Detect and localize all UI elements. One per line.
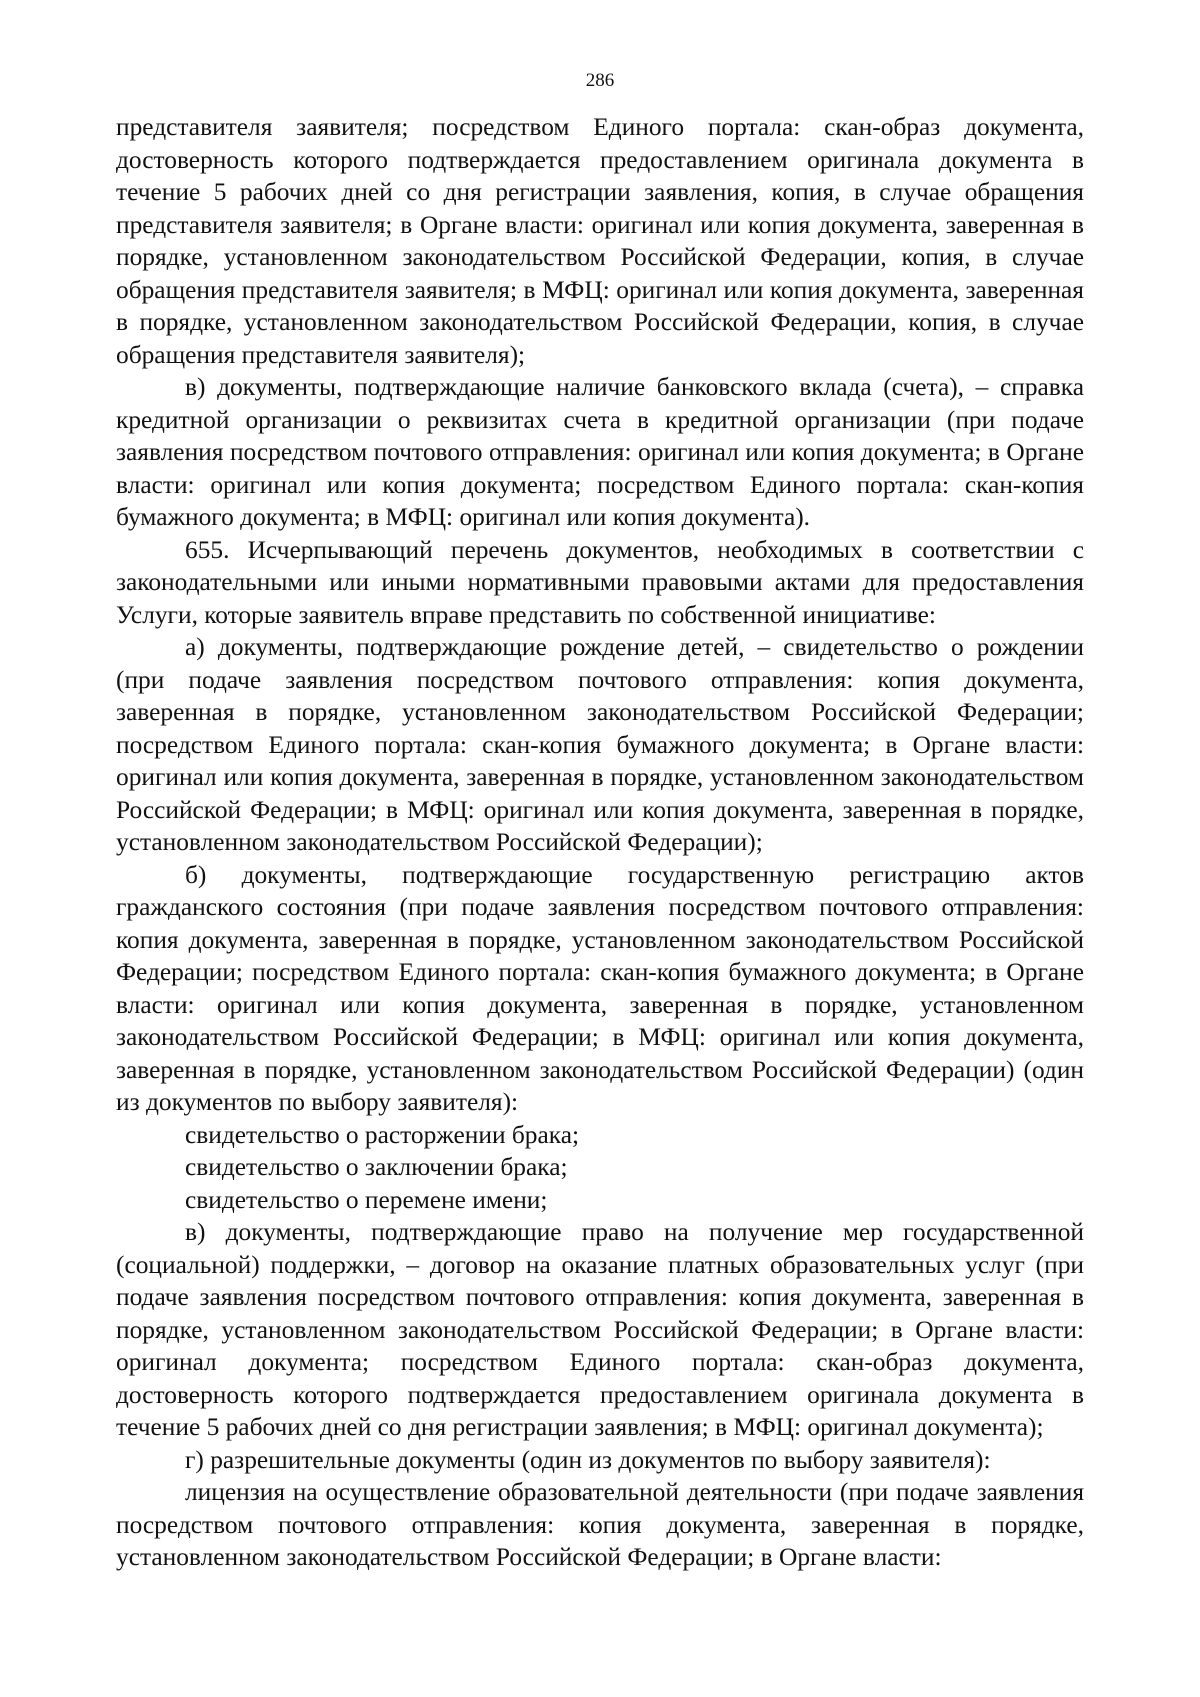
paragraph-655: 655. Исчерпывающий перечень документов, необходимых в соответствии с законодательными или иными нормативными правовыми актами для предоставления Услуги, которые заявитель вправе представить по собственной инициативе:	[116, 535, 1084, 629]
paragraph-continuation: представителя заявителя; посредством Единого портала: скан-образ документа, достоверность которого подтверждается предоставлением оригинала документа в течение 5 рабочих дней со дня регистрации заявления, копия, в случае обращения представителя заявителя; в Органе власти: оригинал или копия документа, заверенная в порядке, установленном законодательством Российской Федерации, копия, в случае обращения представителя заявителя; в МФЦ: оригинал или копия документа, заверенная в порядке, установленном законодательством Российской Федерации, копия, в случае обращения представителя заявителя);	[116, 113, 1084, 369]
paragraph-item-a-birth: а) документы, подтверждающие рождение детей, – свидетельство о рождении (при подаче заявления посредством почтового отправления: копия документа, заверенная в порядке, установленном законодательством Российской Федерации; посредством Единого портала: скан-копия бумажного документа; в Органе власти: оригинал или копия документа, заверенная в порядке, установленном законодательством Российской Федерации; в МФЦ: оригинал или копия документа, заверенная в порядке, установленном законодательством Российской Федерации);	[116, 633, 1084, 856]
document-body	[116, 111, 1084, 1574]
paragraph-item-g-permits: г) разрешительные документы (один из документов по выбору заявителя):	[185, 1445, 991, 1474]
paragraph-item-v-bank-account: в) документы, подтверждающие наличие банковского вклада (счета), – справка кредитной организации о реквизитах счета в кредитной организации (при подаче заявления посредством почтового отправления: оригинал или копия документа; в Органе власти: оригинал или копия документа; посредством Единого портала: скан-копия бумажного документа; в МФЦ: оригинал или копия документа).	[116, 373, 1084, 531]
paragraph-license: лицензия на осуществление образовательной деятельности (при подаче заявления посредством почтового отправления: копия документа, заверенная в порядке, установленном законодательством Российской Федерации; в Органе власти:	[116, 1478, 1084, 1571]
page-number: 286	[585, 70, 615, 91]
list-item-marriage-certificate: свидетельство о заключении брака;	[185, 1153, 568, 1181]
list-item-name-change-certificate: свидетельство о перемене имени;	[185, 1185, 548, 1214]
paragraph-item-v-education-contract: в) документы, подтверждающие право на получение мер государственной (социальной) поддержки, – договор на оказание платных образовательных услуг (при подаче заявления посредством почтового отправления: копия документа, заверенная в порядке, установленном законодательством Российской Федерации; в Органе власти: оригинал документа; посредством Единого портала: скан-образ документа, достоверность которого подтверждается предоставлением оригинала документа в течение 5 рабочих дней со дня регистрации заявления; в МФЦ: оригинал документа);	[116, 1218, 1084, 1441]
paragraph-item-b-civil-status: б) документы, подтверждающие государственную регистрацию актов гражданского состояния (при подаче заявления посредством почтового отправления: копия документа, заверенная в порядке, установленном законодательством Российской Федерации; посредством Единого портала: скан-копия бумажного документа; в Органе власти: оригинал или копия документа, заверенная в порядке, установленном законодательством Российской Федерации; в МФЦ: оригинал или копия документа, заверенная в порядке, установленном законодательством Российской Федерации) (один из документов по выбору заявителя):	[116, 860, 1084, 1116]
list-item-divorce-certificate: свидетельство о расторжении брака;	[185, 1120, 580, 1149]
